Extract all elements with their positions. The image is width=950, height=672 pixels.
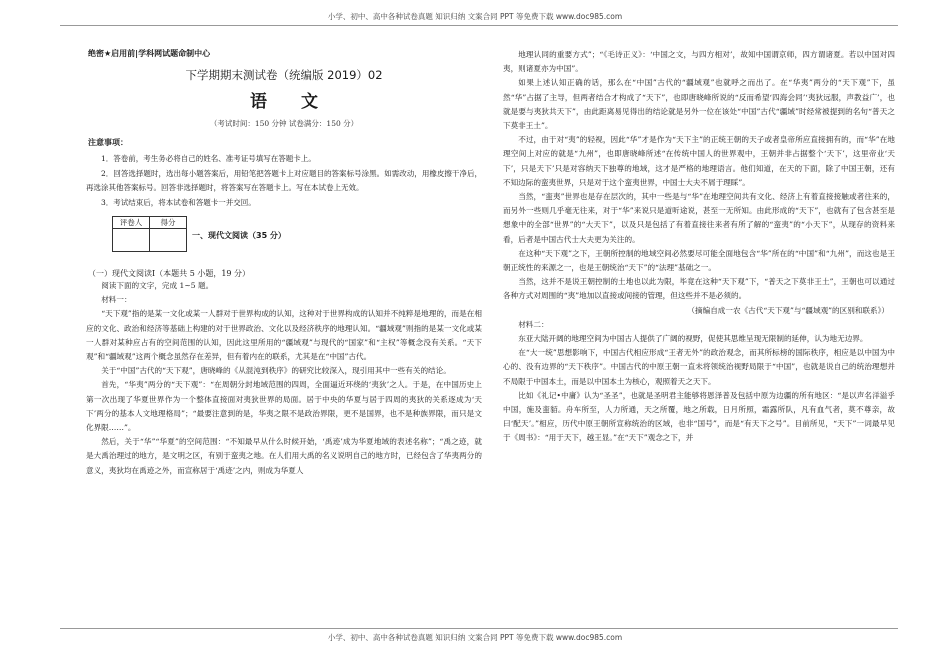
note-item: 1．答卷前，考生务必将自己的姓名、准考证号填写在答题卡上。 [101, 154, 316, 163]
score-label: 得分 [150, 217, 187, 229]
notes-heading: 注意事项： [88, 138, 128, 147]
subsection-heading: （一）现代文阅读Ⅰ（本题共 5 小题，19 分） [88, 269, 251, 278]
reviewer-cell [113, 229, 150, 252]
paragraph: 当然，这并不是说王朝控制的土地也以此为限，毕竟在这种“天下观”下，“普天之下莫非王土”，王朝也可以通过各种方式对周围的“夷”地加以直接或间接的管理，但这些并不是必须的。 [503, 277, 895, 301]
paragraph: 在“大一统”思想影响下，中国古代相应形成“王者无外”的政治观念，而其所标榜的国际秩序，相应是以中国为中心的、没有边界的“天下秩序”。中国古代的中原王朝一直未将领统治视野局限于“中国”，也就是说自己的统治理想并不局限于中国本土，而是以中国本土为核心，观照着天之天下。 [503, 348, 895, 386]
paragraph: “天下观”指的是某一文化或某一人群对于世界构成的认知，这种对于世界构成的认知并不纯粹是地理的，而是在相应的文化、政治和经济等基础上构建的对于世界政治、文化以及经济秩序的地理认知。“疆域观”则指的是某一文化或某一人群对某种应占有的空间范围的认知，因此这里所用的“疆域观”与现代的“国家”和“主权”等概念没有关系。“天下观”和“疆域观”这两个概念虽然存在差异，但有着内在的联系，尤其是在“中国”古代。 [86, 309, 482, 362]
paragraph: 地理认同的重要方式”；“《毛诗正义》：‘中国之文，与四方相对’，故知中国谓京师，四方谓诸夏。若以中国对四夷，则诸夏亦为中国”。 [503, 50, 895, 74]
paragraph: 如果上述认知正确的话，那么在“中国”古代的“疆域观”也就呼之而出了。在“华夷”两分的“天下观”下，虽然“华”占据了主导，但两者结合才构成了“天下”，也即唐晓峰所说的“反而希望‘四海会同’‘夷狄远服，声教益广’，也就是要与夷狄共天下”，由此距离易见得出的结论就是另外一位在该处“中国”古代“疆域”时经常被提到的名句“普天之下莫非王土”。 [503, 78, 895, 131]
confidential-seal: 绝密★启用前|学科网试题命制中心 [88, 49, 211, 58]
exam-info: （考试时间：150 分钟 试卷满分：150 分） [209, 119, 359, 128]
paragraph: 阅读下面的文字，完成 1~5 题。 [101, 281, 214, 290]
material-label: 材料一： [101, 295, 132, 305]
paragraph: 然后，关于“华”“华夏”的空间范围：“不知最早从什么时候开始，‘禹迹’成为华夏地域的表述名称”；“禹之迹，就是大禹治理过的地方，是文明之区，有别于蛮夷之地。在人们用大禹的名义说明自己的地方时，已经包含了华夷两分的意义，夷狄均在禹迹之外，而宣称居于‘禹迹’之内，则成为华夏人 [86, 437, 482, 475]
footer-divider [60, 628, 898, 629]
score-table [112, 216, 187, 252]
footer-watermark: 小学、初中、高中各种试卷真题 知识归纳 文案合同 PPT 等免费下载 www.doc985.com [327, 633, 623, 642]
note-item: 2．回答选择题时，选出每小题答案后，用铅笔把答题卡上对应题目的答案标号涂黑。如需改动，用橡皮擦干净后，再选涂其他答案标号。回答非选择题时，将答案写在答题卡上。写在本试卷上无效。 [86, 168, 482, 192]
reviewer-label: 评卷人 [113, 217, 150, 229]
paragraph: 在这种“天下观”之下，王朝所控制的地域空间必然要尽可能全面地包含“华”所在的“中国”和“九州”，而这也是王朝正统性的来源之一，也是王朝统治“天下”的“法理”基础之一。 [503, 248, 895, 273]
score-box [112, 216, 482, 262]
right-column [503, 48, 895, 446]
header-divider [60, 25, 898, 26]
subject-title: 语 文 [250, 92, 332, 112]
source-citation: （摘编自成一农《古代“天下观”与“疆域观”的区别和联系》） [687, 305, 889, 315]
note-item: 3．考试结束后，将本试卷和答题卡一并交回。 [101, 197, 256, 207]
paragraph: 首先，“华夷”两分的“天下观”：“在周朝分封地域范围的四周，全面逼近环绕的‘夷狄’之人。于是，在中国历史上第一次出现了华夏世界作为一个整体直接面对夷狄世界的局面。居于中央的华夏与居于四周的夷狄的关系逐成为‘天下’两分的基本人文地理格局”；“最要注意到的是，华夷之限不是政治界限，更不是国界，也不是种族界限，而只是文化界限……”。 [86, 380, 482, 433]
paragraph: 不过，由于对“夷”的轻视，因此“华”才是作为“天下主”的正统王朝的天子或者皇帝所应直接拥有的，而“华”在地理空间上对应的就是“九州”，也即唐晓峰所述“在传统中国人的世界观中，王朝并非占据整个‘天下’，这里帝业‘天下’，只是天下’只是对容纳天下独尊的地域，这才是严格的地理语言。他们知道，在天的下面，除了中国王朝，还有不知边际的蛮夷世界，只是对于这个蛮夷世界，中国士大夫不屑于理睬”。 [503, 135, 895, 187]
paragraph: 比如《礼记•中庸》认为“圣圣”，也就是圣明君主能够将恩泽普及包括中原为边疆的所有地区：“是以声名洋溢乎中国，施及蛮貊。舟车所至，人力所通，天之所覆，地之所载，日月所照，霜露所队，凡有血气者，莫不尊亲，故曰‘配天’。”相应，历代中原王朝所宣称统治的区域，也非“国号”，而是“有天下之号”。目前所见，“天下”一词最早见于《周书》：“用于天下，越王显。”在“天下”观念之下，并 [503, 390, 895, 443]
paragraph: 当然，“蛮夷”世界也是存在层次的，其中一些是与“华”在地理空间共有文化、经济上有着直接接触或者往来的，而另外一些则几乎毫无往来，对于“华”来说只是道听途说，甚至一无所知。由此形成的“天下”，也就有了包含甚至是想象中的全部“世界”的“大天下”，以及只是包括了有着直接往来者有所了解的“蛮夷”的“小天下”，从现存的资料来看，后者是中国古代士大夫更为关注的。 [503, 192, 895, 244]
paragraph: 东亚大陆开阔的地理空间为中国古人提供了广阔的视野，促使其思维呈现无限制的延伸，认为地无边界。 [518, 334, 868, 344]
header-watermark: 小学、初中、高中各种试卷真题 知识归纳 文案合同 PPT 等免费下载 www.doc985.com [327, 12, 623, 21]
score-cell [150, 229, 187, 252]
paragraph: 关于“中国”古代的“天下观”，唐晓峰的《从混沌到秩序》的研究比较深入，现引用其中一些有关的结论。 [101, 366, 451, 376]
exam-title: 下学期期末测试卷（统编版 2019）02 [185, 68, 383, 82]
material-label: 材料二： [518, 319, 549, 329]
section-heading: 一、现代文阅读（35 分） [192, 231, 286, 240]
left-column [86, 48, 482, 478]
